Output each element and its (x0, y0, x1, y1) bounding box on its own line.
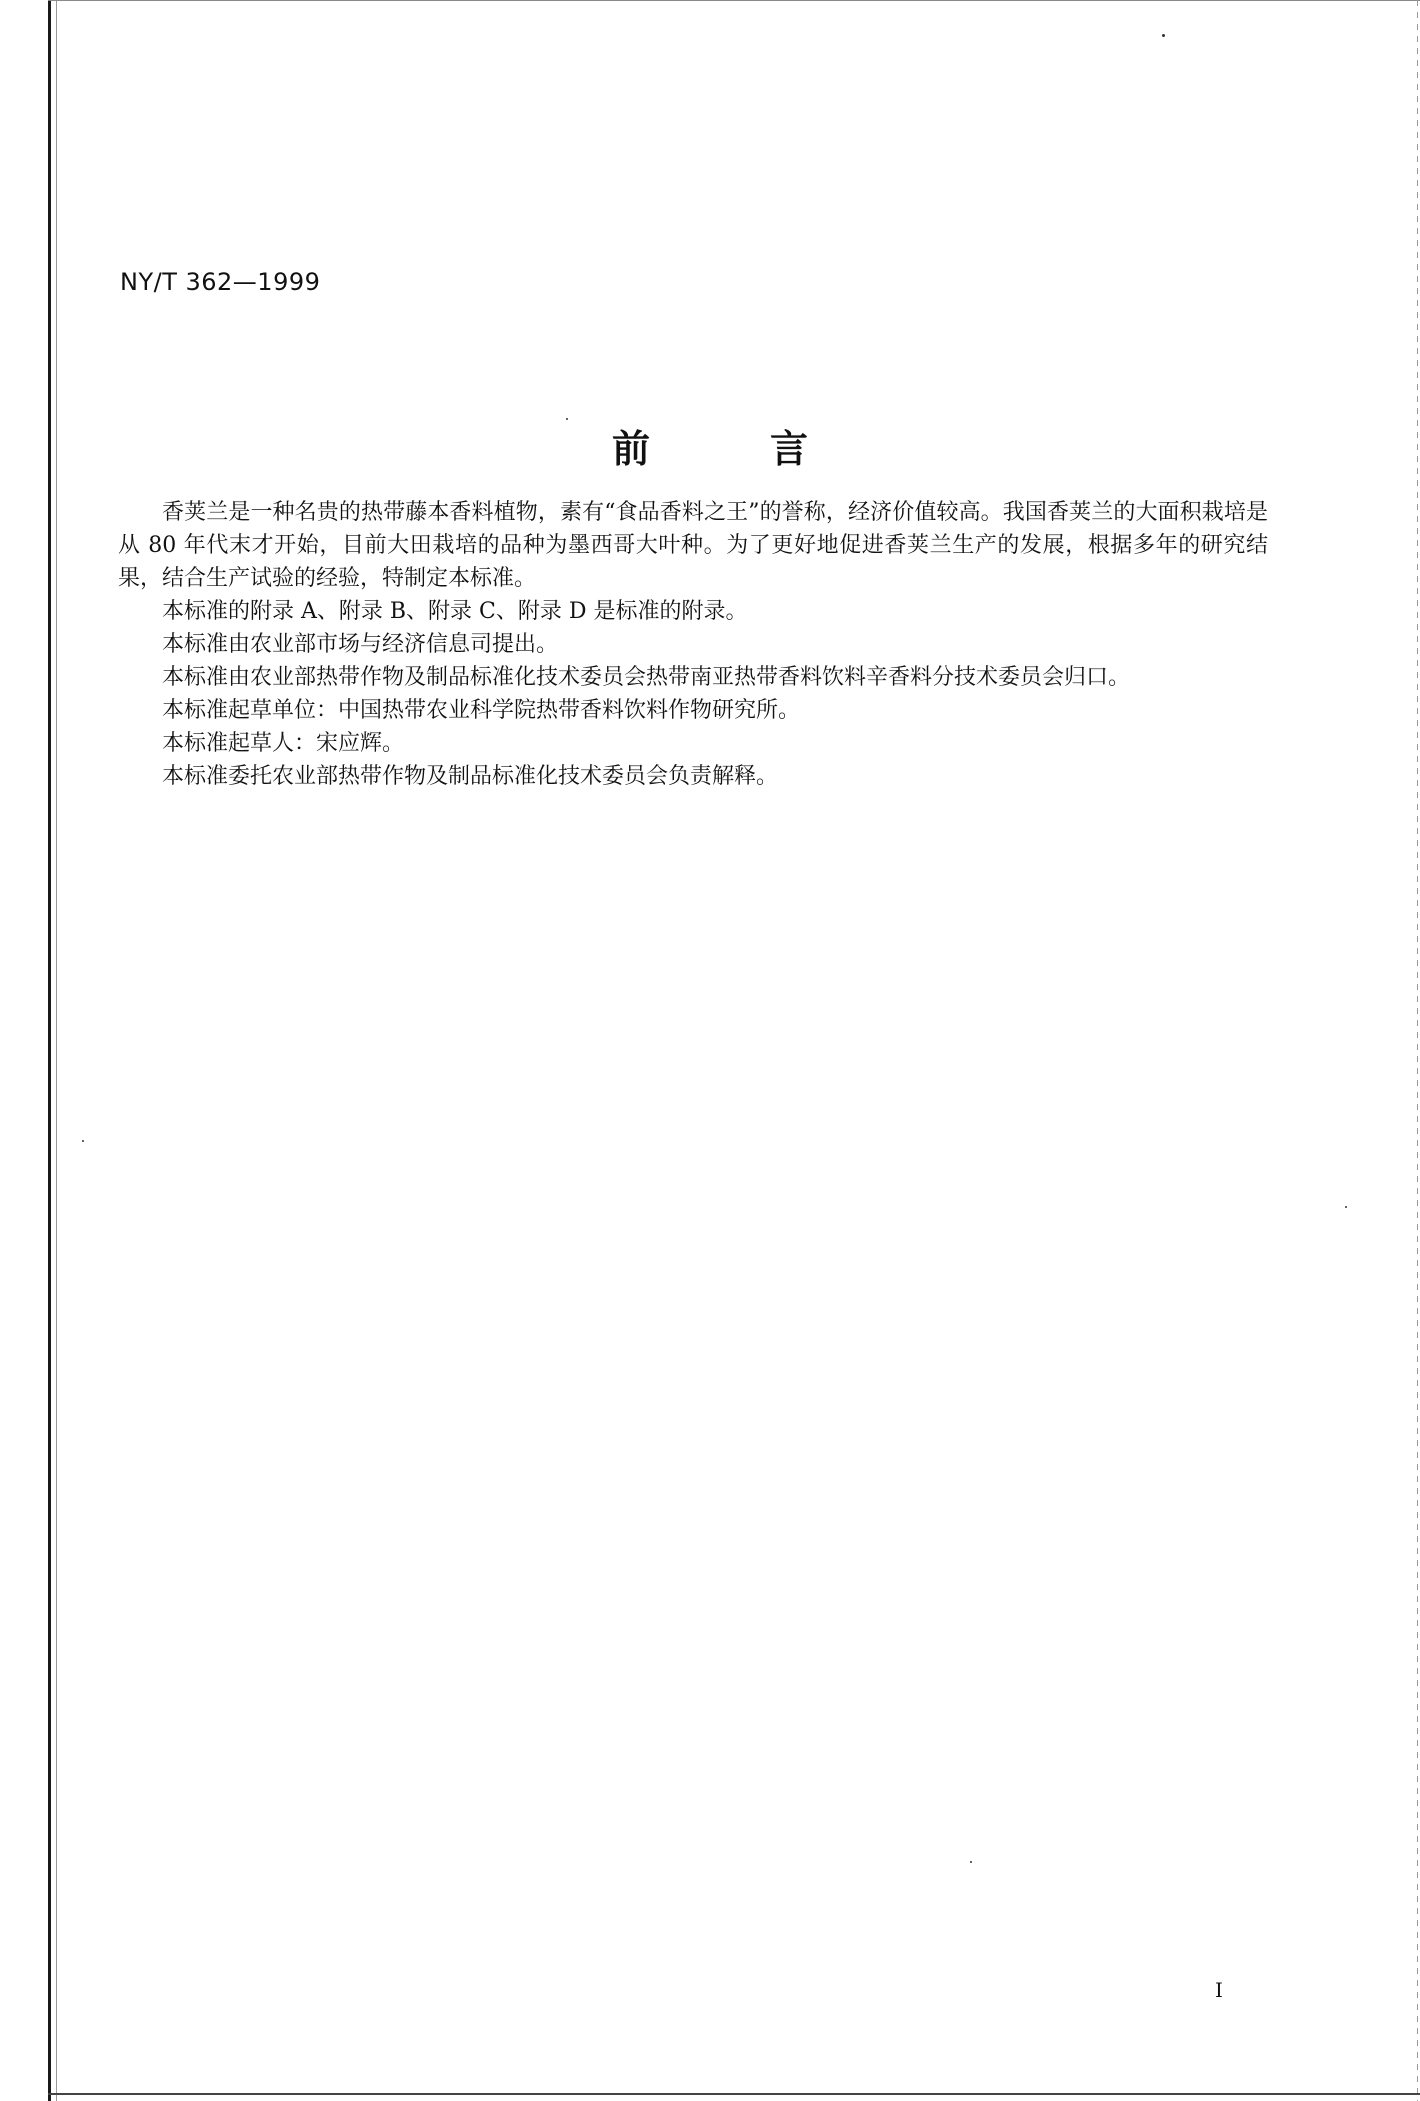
paragraph-intro: 香荚兰是一种名贵的热带藤本香料植物，素有“食品香料之王”的誉称，经济价值较高。我国香荚兰的大面积栽培是从 80 年代末才开始，目前大田栽培的品种为墨西哥大叶种。为了更好地促进香荚兰生产的发展，根据多年的研究结果，结合生产试验的经验，特制定本标准。 (118, 500, 1268, 591)
scan-speck (1162, 34, 1165, 37)
scan-edge-bottom (48, 2093, 1420, 2095)
title-char-2: 言 (770, 426, 809, 471)
page-title (0, 418, 1420, 473)
paragraph-interpretation: 本标准委托农业部热带作物及制品标准化技术委员会负责解释。 (162, 764, 779, 789)
page-number: I (1215, 1978, 1223, 2002)
scan-edge-left-inner (56, 0, 57, 2101)
scan-edge-right (1417, 0, 1418, 2101)
foreword-body (118, 496, 1268, 793)
paragraph-proposer: 本标准由农业部市场与经济信息司提出。 (162, 632, 559, 657)
paragraph-committee: 本标准由农业部热带作物及制品标准化技术委员会热带南亚热带香料饮料辛香料分技术委员会归口。 (162, 665, 1131, 690)
scan-edge-top (48, 0, 1420, 1)
scan-edge-left (48, 0, 51, 2101)
document-code: NY/T 362—1999 (120, 268, 321, 296)
scan-speck (970, 1861, 972, 1863)
scan-speck (1345, 1206, 1347, 1208)
title-char-1: 前 (611, 426, 650, 471)
paragraph-drafter: 本标准起草人：宋应辉。 (162, 731, 405, 756)
paragraph-drafting-unit: 本标准起草单位：中国热带农业科学院热带香料饮料作物研究所。 (162, 698, 801, 723)
scan-speck (82, 1140, 84, 1142)
paragraph-appendix: 本标准的附录 A、附录 B、附录 C、附录 D 是标准的附录。 (162, 599, 748, 624)
